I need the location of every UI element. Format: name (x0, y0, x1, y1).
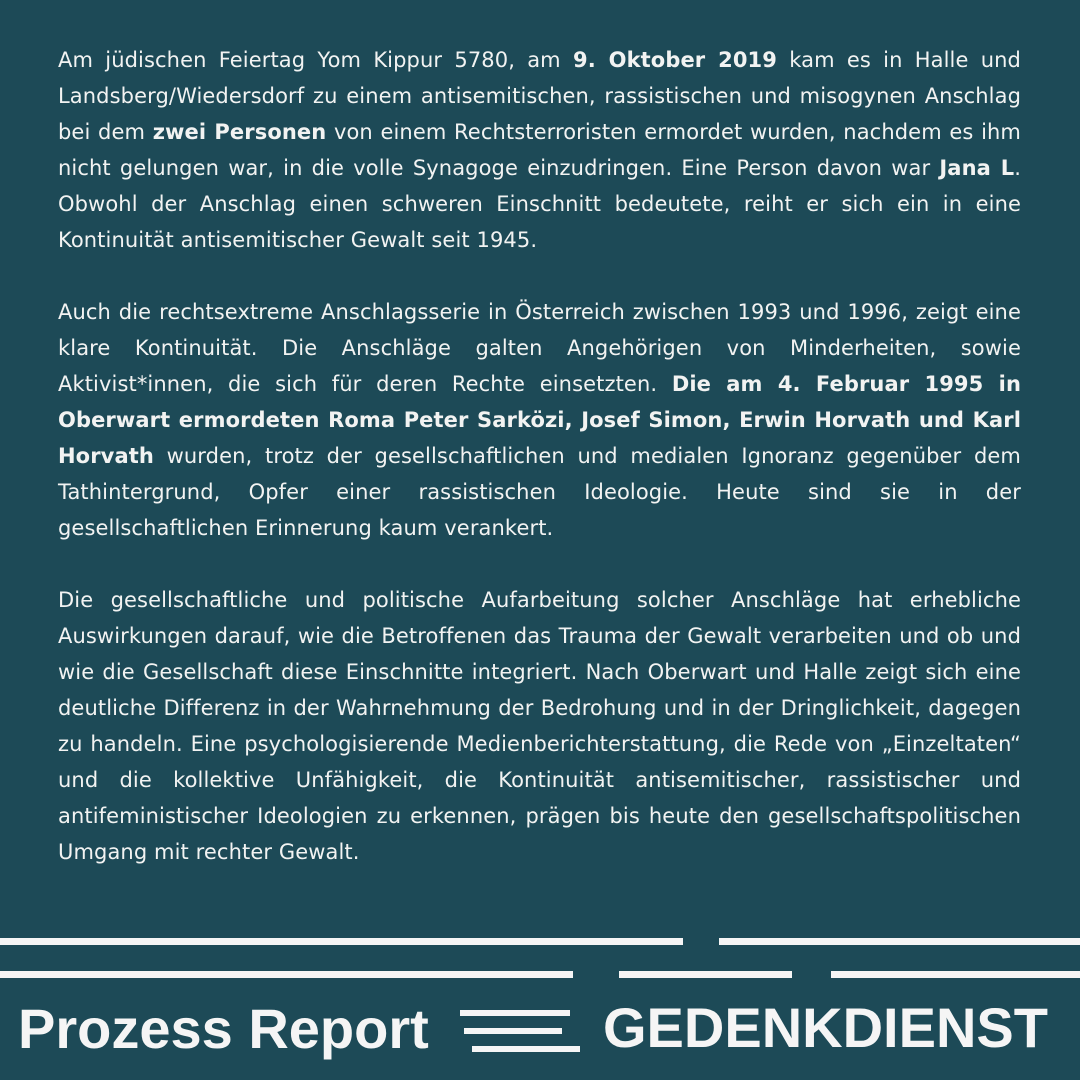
body-text: kam es in Halle und Landsberg/Wiedersdorf zu einem antisemitischen, rassistischen und misogynen Anschlag bei dem (58, 48, 1021, 144)
article-body (58, 42, 1021, 906)
paragraph-halle (58, 42, 1021, 258)
footer-title-prozess-report: Prozess Report (18, 997, 429, 1060)
gedenkdienst-logo-icon (460, 1010, 580, 1052)
decorative-stripe (619, 971, 792, 978)
footer-title-gedenkdienst: GEDENKDIENST (603, 996, 1048, 1059)
body-text: Auch die rechtsextreme Anschlagsserie in Österreich zwischen 1993 und 1996, zeigt eine klare Kontinuität. Die Anschläge galten Angehörigen von Minderheiten, sowie Aktivist*innen, die sich für deren Rechte einsetzten. (58, 300, 1021, 396)
body-text: Die gesellschaftliche und politische Aufarbeitung solcher Anschläge hat erhebliche Auswirkungen darauf, wie die Betroffenen das Trauma der Gewalt verarbeiten und ob und wie die Gesellschaft diese Einschnitte integriert. Nach Oberwart und Halle zeigt sich eine deutliche Differenz in der Wahrnehmung der Bedrohung und in der Dringlichkeit, dagegen zu handeln. Eine psychologisierende Medienberichterstattung, die Rede von „Einzeltaten“ und die kollektive Unfähigkeit, die Kontinuität antisemitischer, rassistischer und antifeministischer Ideologien zu erkennen, prägen bis heute den gesellschaftspolitischen Umgang mit rechter Gewalt. (58, 588, 1021, 864)
emphasis-text: Jana L (939, 156, 1015, 180)
decorative-stripe (719, 938, 1080, 945)
emphasis-text: 9. Oktober 2019 (572, 48, 777, 72)
emphasis-text: Die am 4. Februar 1995 in Oberwart ermordeten Roma Peter Sarközi, Josef Simon, Erwin Horvath und Karl Horvath (58, 372, 1021, 468)
body-text: Am jüdischen Feiertag Yom Kippur 5780, am (58, 48, 573, 72)
emphasis-text: zwei Personen (152, 120, 327, 144)
decorative-stripe (0, 971, 573, 978)
body-text: wurden, trotz der gesellschaftlichen und medialen Ignoranz gegenüber dem Tathintergrund, Opfer einer rassistischen Ideologie. Heute sind sie in der gesellschaftlichen Erinnerung kaum verankert. (58, 444, 1021, 540)
decorative-stripe (0, 938, 683, 945)
body-text: von einem Rechtsterroristen ermordet wurden, nachdem es ihm nicht gelungen war, in die volle Synagoge einzudringen. Eine Person davon war (58, 120, 1021, 180)
body-text: . Obwohl der Anschlag einen schweren Einschnitt bedeutete, reiht er sich ein in eine Kontinuität antisemitischer Gewalt seit 1945. (58, 156, 1021, 252)
paragraph-oberwart (58, 294, 1021, 546)
decorative-stripe (831, 971, 1080, 978)
paragraph-aufarbeitung (58, 582, 1021, 870)
